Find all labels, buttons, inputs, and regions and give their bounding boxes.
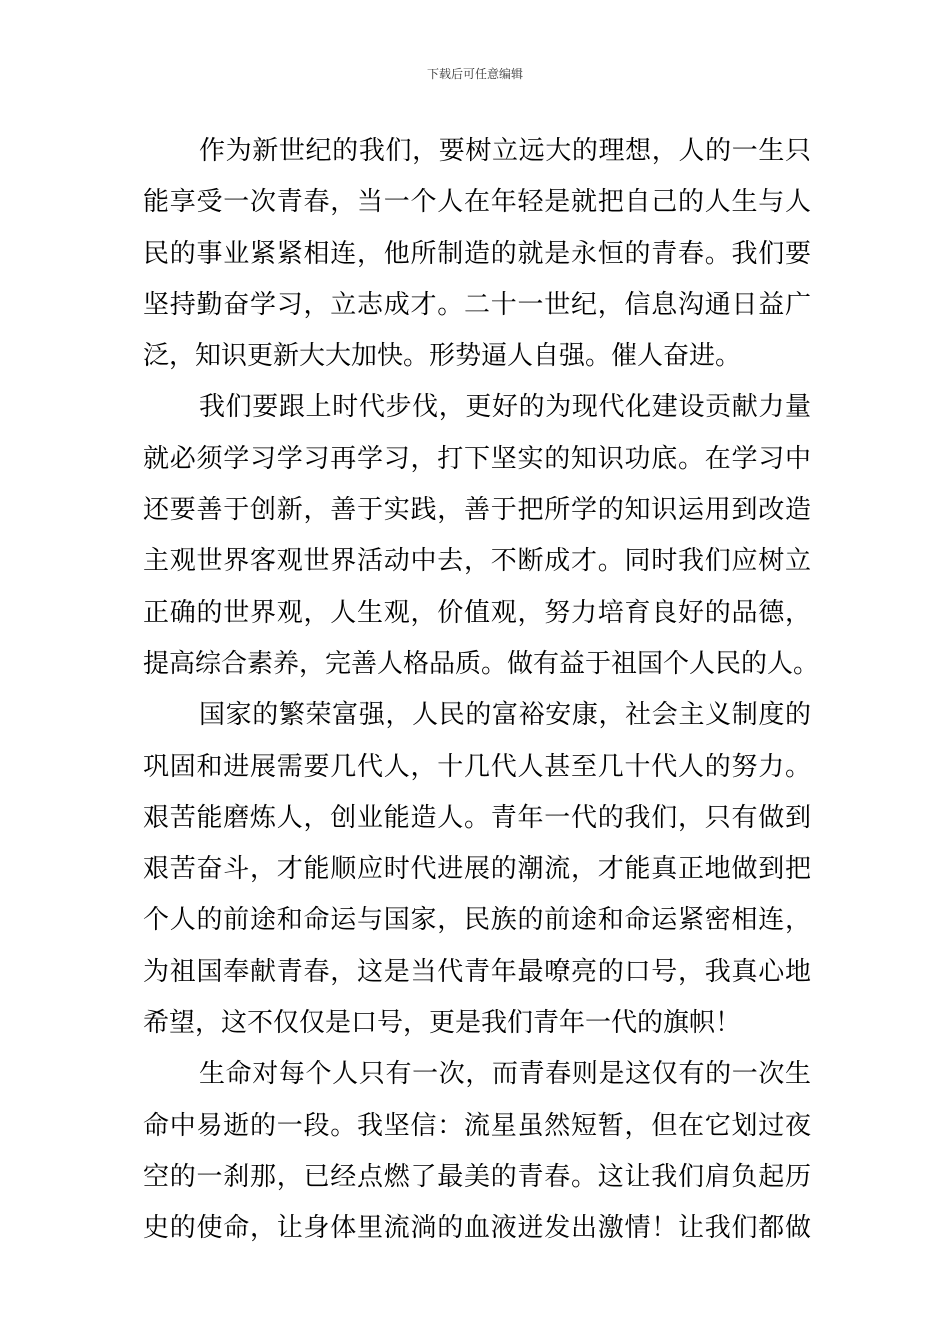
text-line: 坚持勤奋学习，立志成才。二十一世纪，信息沟通日益广 [143,289,811,320]
text-line: 空的一刹那，已经点燃了最美的青春。这让我们肩负起历 [143,1161,811,1192]
text-line: 主观世界客观世界活动中去，不断成才。同时我们应树立 [143,546,811,577]
text-line: 泛，知识更新大大加快。形势逼人自强。催人奋进。 [143,341,742,372]
document-body [143,126,820,1255]
text-line: 国家的繁荣富强，人民的富裕安康，社会主义制度的 [199,700,811,731]
text-line: 能享受一次青春，当一个人在年轻是就把自己的人生与人 [143,187,811,218]
page-header: 下载后可任意编辑 [426,67,523,81]
text-line: 希望，这不仅仅是口号，更是我们青年一代的旗帜！ [143,1008,742,1039]
text-line: 还要善于创新，善于实践，善于把所学的知识运用到改造 [143,495,811,526]
text-line: 我们要跟上时代步伐，更好的为现代化建设贡献力量 [199,392,811,423]
text-line: 作为新世纪的我们，要树立远大的理想，人的一生只 [199,136,811,166]
text-line: 命中易逝的一段。我坚信：流星虽然短暂，但在它划过夜 [143,1110,811,1141]
text-line: 史的使命，让身体里流淌的血液迸发出激情！让我们都做 [143,1213,811,1244]
text-line: 提高综合素养，完善人格品质。做有益于祖国个人民的人。 [143,648,820,679]
text-line: 个人的前途和命运与国家，民族的前途和命运紧密相连， [143,905,811,936]
paragraph-3 [143,690,811,1049]
text-line: 生命对每个人只有一次，而青春则是这仅有的一次生 [199,1059,811,1090]
paragraph-2 [143,382,820,690]
text-line: 正确的世界观，人生观，价值观，努力培育良好的品德， [143,597,811,628]
text-line: 为祖国奉献青春，这是当代青年最嘹亮的口号，我真心地 [143,956,811,987]
text-line: 艰苦奋斗，才能顺应时代进展的潮流，才能真正地做到把 [143,854,811,885]
text-line: 就必须学习学习再学习，打下坚实的知识功底。在学习中 [143,443,811,474]
paragraph-4 [143,1049,811,1254]
text-line: 艰苦能磨炼人，创业能造人。青年一代的我们，只有做到 [143,802,811,833]
text-line: 民的事业紧紧相连，他所制造的就是永恒的青春。我们要 [143,238,811,269]
text-line: 巩固和进展需要几代人，十几代人甚至几十代人的努力。 [143,751,811,782]
paragraph-1 [143,126,811,382]
